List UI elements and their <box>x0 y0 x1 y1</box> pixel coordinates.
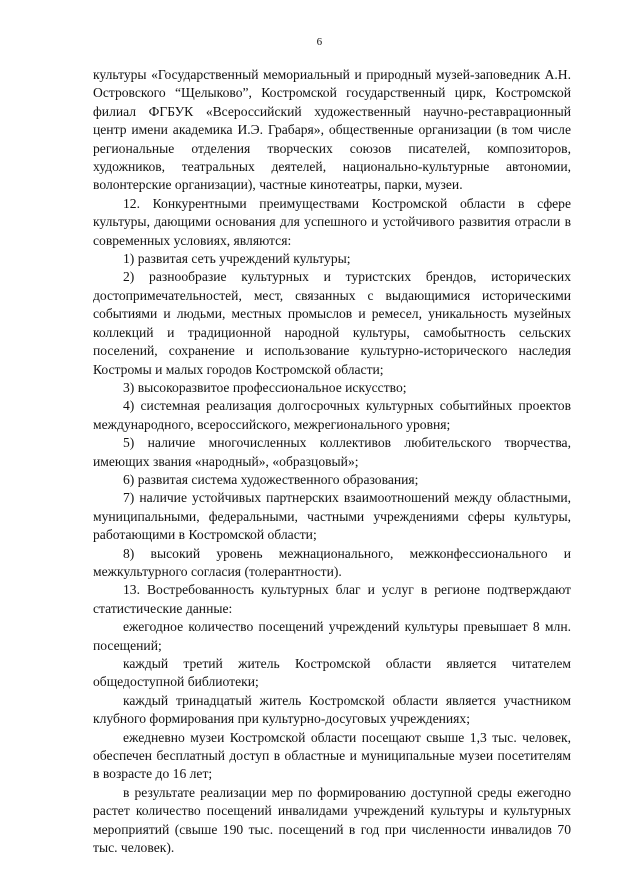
paragraph: 1) развитая сеть учреждений культуры; <box>123 251 351 267</box>
page-number: 6 <box>316 36 323 48</box>
paragraph: ежедневно музеи Костромской области посещают свыше 1,3 тыс. человек, обеспечен бесплатный доступ в областные и муниципальные музеи посетителям в возрасте до 16 лет; <box>93 729 571 782</box>
paragraph: ежегодное количество посещений учреждений культуры превышает 8 млн. посещений; <box>93 619 571 653</box>
paragraph: 4) системная реализация долгосрочных культурных событийных проектов международного, всероссийского, межрегионального уровня; <box>93 398 571 432</box>
document-body <box>93 66 571 857</box>
paragraph: 13. Востребованность культурных благ и услуг в регионе подтверждают статистические данные: <box>93 582 571 616</box>
paragraph: 5) наличие многочисленных коллективов любительского творчества, имеющих звания «народный», «образцовый»; <box>93 435 571 469</box>
paragraph: каждый третий житель Костромской области является читателем общедоступной библиотеки; <box>93 656 571 690</box>
paragraph: 8) высокий уровень межнационального, межконфессионального и межкультурного согласия (толерантности). <box>93 545 571 579</box>
paragraph: 12. Конкурентными преимуществами Костромской области в сфере культуры, дающими основания для успешного и устойчивого развития отрасли в современных условиях, являются: <box>93 195 571 248</box>
paragraph: каждый тринадцатый житель Костромской области является участником клубного формирования при культурно-досуговых учреждениях; <box>93 692 571 727</box>
paragraph: в результате реализации мер по формированию доступной среды ежегодно растет количество посещений инвалидами учреждений культуры и культурных мероприятий (свыше 190 тыс. посещений в год при численности инвалидов 70 тыс. человек). <box>93 784 571 856</box>
paragraph: культуры «Государственный мемориальный и природный музей-заповедник А.Н. Островского “Щелыково”, Костромской государственный цирк, Костромской филиал ФГБУК «Всероссийский художественный научно-реставрационный центр имени академика И.Э. Грабаря», общественные организации (в том числе региональные отделения творческих союзов писателей, композиторов, художников, театральных деятелей, национально-культурные автономии, волонтерские организации), частные кинотеатры, парки, музеи. <box>93 67 571 193</box>
paragraph: 2) разнообразие культурных и туристских брендов, исторических достопримечательностей, мест, связанных с выдающимися историческими событиями и людьми, местных промыслов и ремесел, уникальность музейных коллекций и традиционной народной культуры, самобытность сельских поселений, сохранение и использование культурно-исторического наследия Костромы и малых городов Костромской области; <box>93 269 571 377</box>
paragraph: 7) наличие устойчивых партнерских взаимоотношений между областными, муниципальными, федеральными, частными учреждениями сферы культуры, работающими в Костромской области; <box>93 490 571 543</box>
paragraph: 6) развитая система художественного образования; <box>123 471 419 487</box>
paragraph: 3) высокоразвитое профессиональное искусство; <box>123 379 407 395</box>
